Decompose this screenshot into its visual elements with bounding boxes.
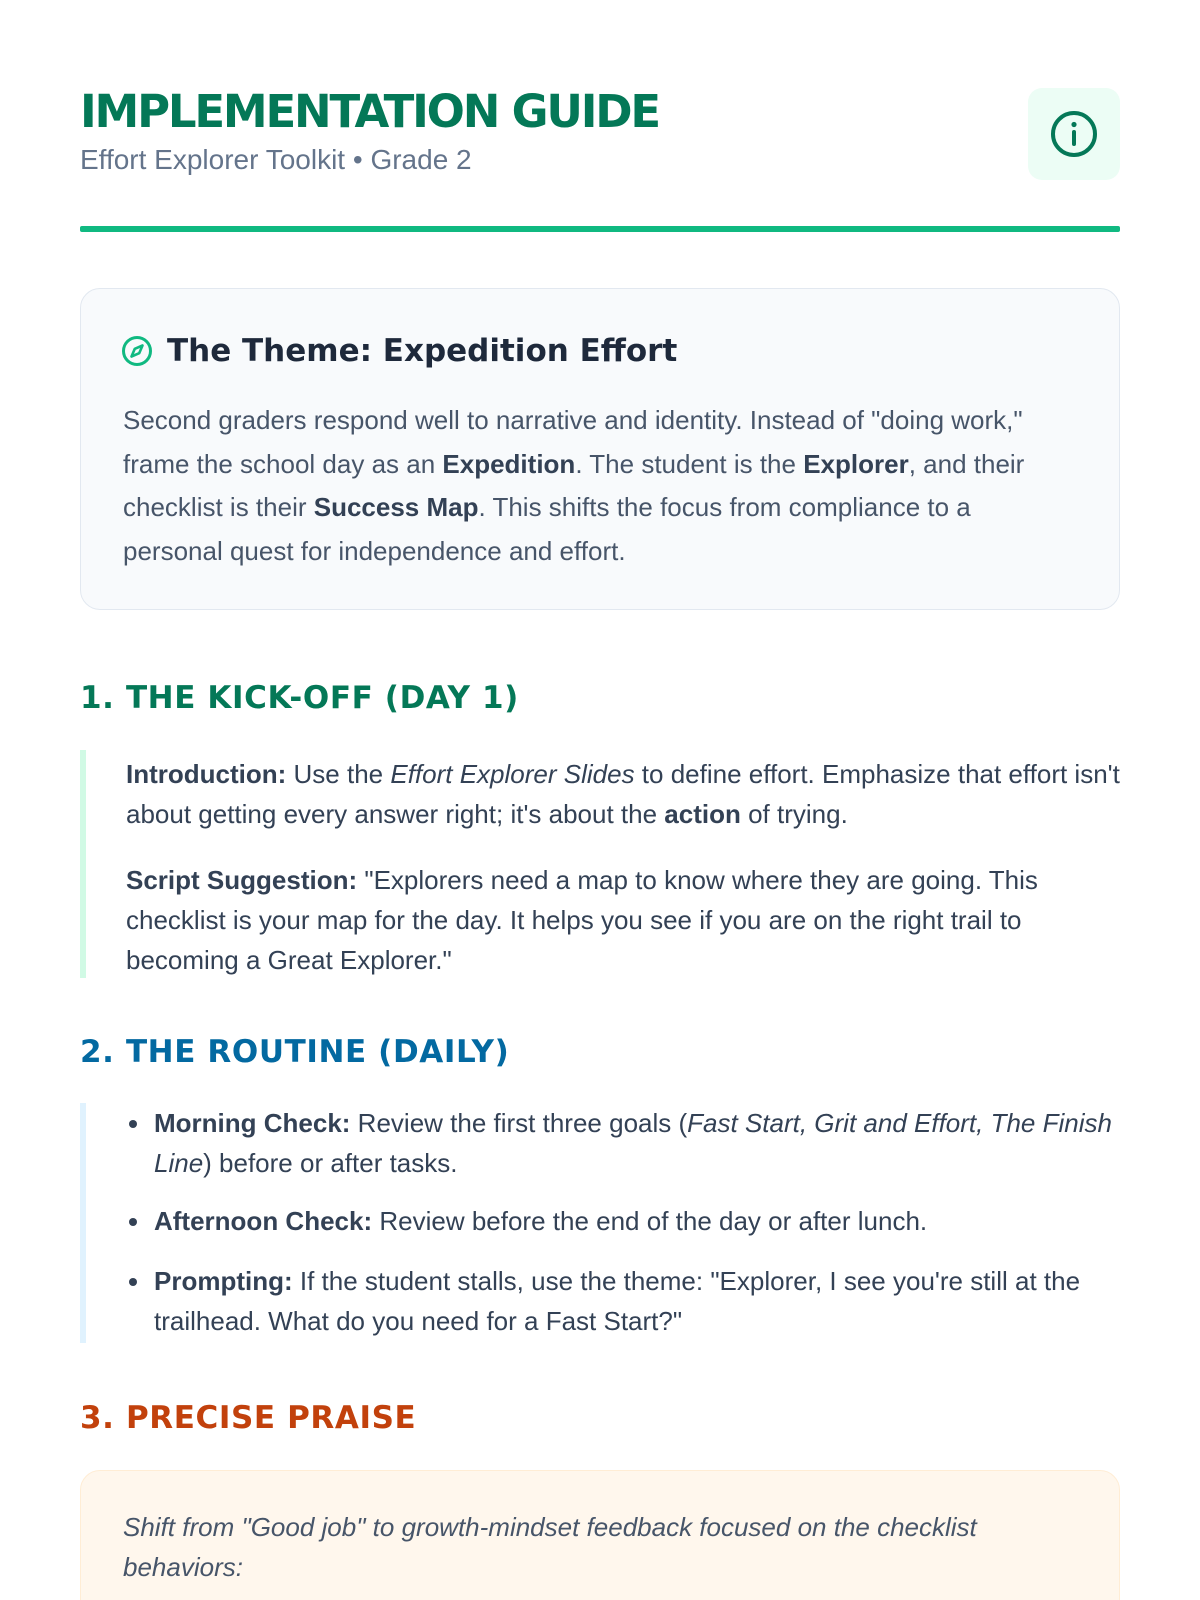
theme-card [80,288,1120,610]
bullet-icon [129,1278,137,1286]
bullet-icon [129,1218,137,1226]
theme-bold-expedition: Expedition [442,448,576,479]
theme-bold-explorer: Explorer [803,448,909,479]
page-title: IMPLEMENTATION GUIDE [80,85,659,138]
list-item: Afternoon Check: Review before the end of the day or after lunch. [86,1201,1126,1241]
section-praise-heading: 3. PRECISE PRAISE [80,1400,417,1436]
routine-list [86,1103,1126,1361]
info-button[interactable] [1028,88,1120,180]
kickoff-block [80,750,1126,978]
list-item: Prompting: If the student stalls, use the theme: "Explorer, I see you're still at the trailhead. What do you need for a Fast Start?" [86,1261,1126,1341]
section-routine-heading: 2. THE ROUTINE (DAILY) [80,1034,510,1070]
script-label: Script Suggestion: [126,865,358,895]
page-header [80,84,1120,184]
page-subtitle: Effort Explorer Toolkit • Grade 2 [80,144,472,175]
theme-heading-row [121,333,677,369]
theme-description: Second graders respond well to narrative and identity. Instead of "doing work," frame the school day as an Expedition. The student is the Explorer, and their checklist is their Success Map. This shifts the focus from compliance to a personal quest for independence and effort. [123,405,1025,566]
theme-title: The Theme: Expedition Effort [167,333,678,369]
bullet-icon [129,1120,137,1128]
kickoff-introduction: Introduction: Use the Effort Explorer Slides to define effort. Emphasize that effort isn't about getting every answer right; it's about the action of trying. [126,759,1120,829]
kickoff-script: Script Suggestion: "Explorers need a map to know where they are going. This checklist is your map for the day. It helps you see if you are on the right trail to becoming a Great Explorer." [126,865,1038,975]
praise-intro: Shift from "Good job" to growth-mindset feedback focused on the checklist behaviors: [123,1512,977,1582]
introduction-label: Introduction: [126,759,287,789]
guide-page [80,0,1120,1600]
theme-bold-success-map: Success Map [313,492,479,522]
slides-title: Effort Explorer Slides [390,759,635,789]
info-icon [1048,108,1100,160]
list-item: Morning Check: Review the first three goals (Fast Start, Grit and Effort, The Finish Line) before or after tasks. [86,1103,1126,1183]
section-kickoff-heading: 1. THE KICK-OFF (DAY 1) [80,680,519,716]
header-divider [80,226,1120,232]
compass-icon [121,335,153,367]
praise-card [80,1470,1120,1600]
action-bold: action [664,799,741,829]
routine-block [80,1103,1126,1343]
